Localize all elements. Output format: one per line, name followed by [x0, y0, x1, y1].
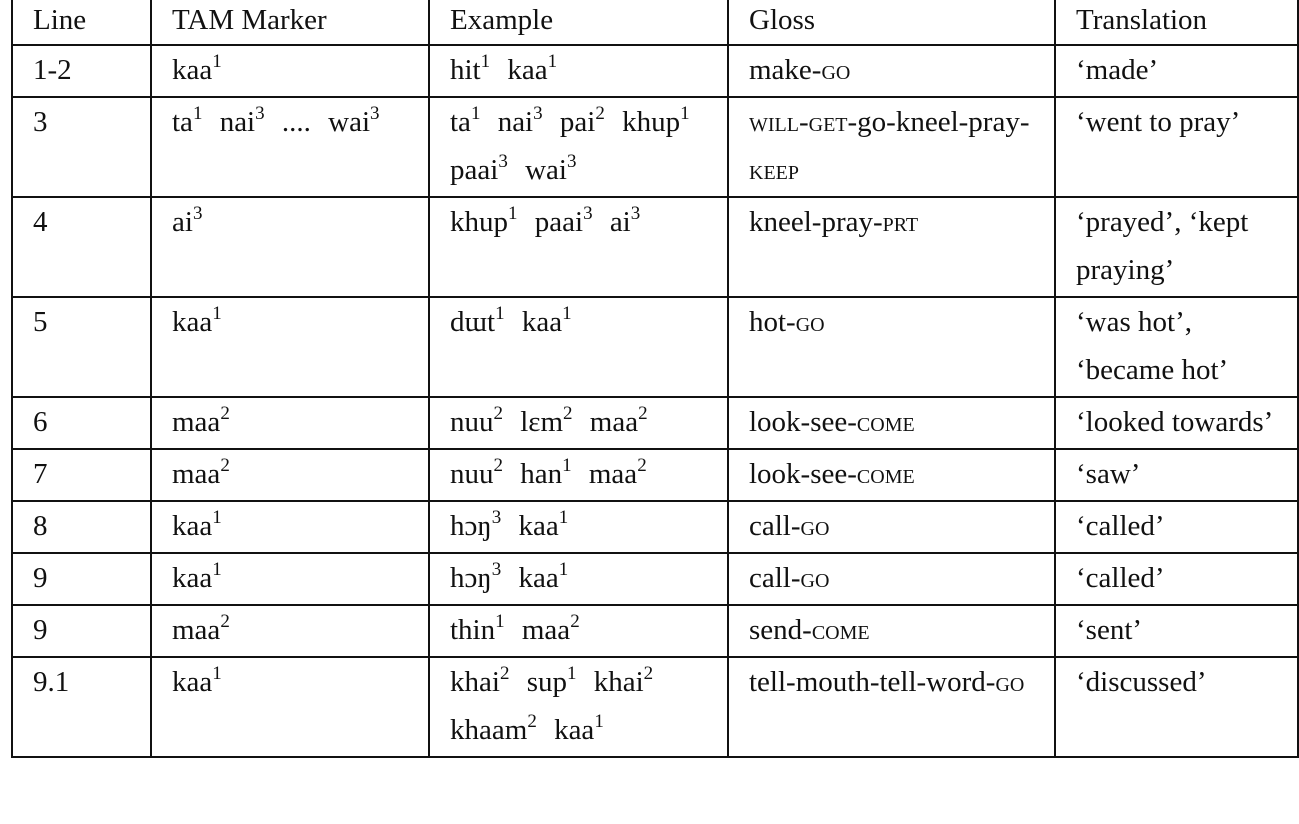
- cell-tam-marker: [151, 449, 429, 501]
- cell-example: [429, 657, 728, 757]
- syllable: kaa: [507, 54, 548, 86]
- table-row: [12, 97, 1298, 197]
- cell-tam-marker: [151, 605, 429, 657]
- syllable: nuu: [450, 458, 494, 490]
- tone-number: 2: [643, 663, 654, 684]
- tone-number: 1: [212, 663, 222, 684]
- header-translation: Translation: [1055, 0, 1298, 45]
- tone-number: 2: [493, 455, 503, 476]
- syllable: kaa: [518, 510, 559, 542]
- tone-number: 3: [255, 103, 265, 124]
- cell-tam-marker: [151, 553, 429, 605]
- header-line: Line: [12, 0, 151, 45]
- cell-gloss: [728, 97, 1055, 197]
- table-body: [12, 45, 1298, 757]
- cell-tam-marker: [151, 397, 429, 449]
- cell-tam-marker: [151, 197, 429, 297]
- gloss-category: come: [856, 458, 915, 490]
- syllable: maa: [521, 614, 571, 646]
- gloss-text: hot-: [749, 306, 796, 338]
- tone-number: 2: [220, 403, 230, 424]
- cell-example: [429, 501, 728, 553]
- cell-translation: ‘sent’: [1055, 605, 1298, 657]
- syllable: paai: [450, 154, 499, 186]
- table-row: [12, 45, 1298, 97]
- cell-tam-marker: [151, 45, 429, 97]
- tone-number: 1: [495, 303, 505, 324]
- gloss-category: keep: [749, 154, 799, 186]
- syllable: wai: [525, 154, 567, 186]
- syllable: nai: [497, 106, 534, 138]
- syllable: kaa: [172, 510, 213, 542]
- cell-line: 5: [12, 297, 151, 397]
- tone-number: 2: [220, 611, 230, 632]
- syllable: khai: [450, 666, 500, 698]
- cell-example: [429, 45, 728, 97]
- syllable: kaa: [518, 562, 559, 594]
- gloss-category: go: [995, 666, 1025, 698]
- tone-number: 1: [680, 103, 690, 124]
- syllable: thin: [450, 614, 496, 646]
- gloss-category: go: [795, 306, 825, 338]
- syllable: pai: [559, 106, 596, 138]
- cell-translation: ‘prayed’, ‘kept praying’: [1055, 197, 1298, 297]
- tone-number: 1: [547, 51, 558, 72]
- tone-number: 3: [566, 151, 577, 172]
- syllable: ta: [172, 106, 193, 138]
- header-tam-marker: TAM Marker: [151, 0, 429, 45]
- gloss-text: -go-kneel-pray-: [847, 106, 1030, 138]
- gloss-category: prt: [882, 206, 919, 238]
- gloss-category: go: [821, 54, 851, 86]
- cell-translation: ‘saw’: [1055, 449, 1298, 501]
- tone-number: 2: [563, 403, 573, 424]
- tone-number: 1: [558, 507, 569, 528]
- syllable: kaa: [521, 306, 563, 338]
- gloss-category: come: [856, 406, 915, 438]
- syllable: ai: [172, 206, 193, 238]
- cell-line: 7: [12, 449, 151, 501]
- syllable: nuu: [450, 406, 494, 438]
- gloss-category: go: [800, 510, 830, 542]
- tone-number: 3: [583, 203, 593, 224]
- cell-gloss: [728, 605, 1055, 657]
- header-gloss: Gloss: [728, 0, 1055, 45]
- syllable: khai: [593, 666, 644, 698]
- tone-number: 3: [491, 507, 502, 528]
- tone-number: 1: [480, 51, 491, 72]
- gloss-text: look-see-: [749, 406, 857, 438]
- syllable: khup: [450, 206, 508, 238]
- table-row: [12, 657, 1298, 757]
- syllable: ai: [609, 206, 631, 238]
- syllable: nai: [219, 106, 256, 138]
- cell-example: [429, 605, 728, 657]
- cell-gloss: [728, 45, 1055, 97]
- tone-number: 2: [220, 455, 230, 476]
- syllable: khup: [622, 106, 681, 138]
- table-row: [12, 605, 1298, 657]
- table-row: [12, 397, 1298, 449]
- tone-number: 1: [566, 663, 577, 684]
- cell-line: 8: [12, 501, 151, 553]
- cell-tam-marker: [151, 501, 429, 553]
- tone-number: 2: [493, 403, 503, 424]
- cell-line: 9: [12, 605, 151, 657]
- tone-number: 1: [508, 203, 518, 224]
- cell-translation: ‘called’: [1055, 501, 1298, 553]
- table-row: [12, 197, 1298, 297]
- cell-example: [429, 449, 728, 501]
- cell-gloss: [728, 297, 1055, 397]
- cell-gloss: [728, 501, 1055, 553]
- tone-number: 3: [533, 103, 543, 124]
- syllable: maa: [172, 614, 221, 646]
- tone-number: 2: [595, 103, 605, 124]
- syllable: maa: [588, 458, 638, 490]
- gloss-text: call-: [749, 510, 801, 542]
- gloss-text: send-: [749, 614, 812, 646]
- syllable: maa: [172, 458, 221, 490]
- cell-tam-marker: [151, 657, 429, 757]
- syllable: kaa: [172, 306, 213, 338]
- syllable: ta: [450, 106, 471, 138]
- cell-line: 3: [12, 97, 151, 197]
- cell-translation: ‘called’: [1055, 553, 1298, 605]
- syllable: dɯt: [450, 306, 496, 338]
- tone-number: 3: [491, 559, 502, 580]
- tone-number: 3: [498, 151, 508, 172]
- cell-gloss: [728, 197, 1055, 297]
- table-header: [12, 0, 1298, 45]
- cell-line: 6: [12, 397, 151, 449]
- tone-number: 3: [370, 103, 380, 124]
- syllable: maa: [589, 406, 639, 438]
- tone-number: 1: [495, 611, 505, 632]
- tone-number: 1: [558, 559, 569, 580]
- tone-number: 1: [212, 51, 222, 72]
- syllable: kaa: [172, 562, 213, 594]
- cell-example: [429, 397, 728, 449]
- syllable: hɔŋ: [450, 510, 492, 542]
- cell-translation: ‘discussed’: [1055, 657, 1298, 757]
- cell-example: [429, 97, 728, 197]
- table-row: [12, 297, 1298, 397]
- tone-number: 1: [562, 455, 572, 476]
- cell-example: [429, 297, 728, 397]
- syllable: sup: [526, 666, 567, 698]
- tone-number: 2: [638, 403, 648, 424]
- syllable: kaa: [554, 714, 595, 746]
- syllable: lɛm: [520, 406, 564, 438]
- cell-tam-marker: [151, 297, 429, 397]
- syllable: kaa: [172, 54, 213, 86]
- table-row: [12, 501, 1298, 553]
- tone-number: 2: [499, 663, 510, 684]
- syllable: hit: [450, 54, 481, 86]
- header-row: [12, 0, 1298, 45]
- gloss-text: call-: [749, 562, 801, 594]
- syllable: kaa: [172, 666, 213, 698]
- tone-number: 1: [212, 559, 222, 580]
- tone-number: 1: [192, 103, 203, 124]
- syllable: wai: [328, 106, 370, 138]
- cell-translation: ‘was hot’, ‘became hot’: [1055, 297, 1298, 397]
- syllable: maa: [172, 406, 221, 438]
- tam-marker-table: [11, 0, 1299, 758]
- tone-number: 1: [470, 103, 481, 124]
- tone-number: 2: [570, 611, 580, 632]
- tone-number: 3: [192, 203, 203, 224]
- gloss-text: kneel-pray-: [749, 206, 883, 238]
- cell-example: [429, 197, 728, 297]
- tone-number: 1: [562, 303, 572, 324]
- cell-line: 4: [12, 197, 151, 297]
- cell-tam-marker: [151, 97, 429, 197]
- cell-line: 9.1: [12, 657, 151, 757]
- cell-translation: ‘made’: [1055, 45, 1298, 97]
- cell-translation: ‘went to pray’: [1055, 97, 1298, 197]
- tone-number: 3: [630, 203, 641, 224]
- syllable: hɔŋ: [450, 562, 492, 594]
- tone-number: 1: [212, 507, 222, 528]
- syllable: khaam: [450, 714, 528, 746]
- cell-gloss: [728, 553, 1055, 605]
- header-example: Example: [429, 0, 728, 45]
- gloss-text: tell-mouth-tell-word-: [749, 666, 996, 698]
- syllable: ....: [281, 106, 311, 138]
- gloss-category: go: [800, 562, 830, 594]
- tone-number: 1: [594, 711, 604, 732]
- syllable: paai: [534, 206, 584, 238]
- syllable: han: [520, 458, 563, 490]
- table-row: [12, 553, 1298, 605]
- table-row: [12, 449, 1298, 501]
- gloss-category: will-get: [749, 106, 848, 138]
- cell-gloss: [728, 397, 1055, 449]
- tone-number: 2: [527, 711, 537, 732]
- gloss-category: come: [811, 614, 870, 646]
- cell-gloss: [728, 449, 1055, 501]
- cell-line: 1-2: [12, 45, 151, 97]
- tone-number: 2: [637, 455, 647, 476]
- gloss-text: look-see-: [749, 458, 857, 490]
- cell-line: 9: [12, 553, 151, 605]
- gloss-text: make-: [749, 54, 822, 86]
- tone-number: 1: [212, 303, 222, 324]
- cell-gloss: [728, 657, 1055, 757]
- cell-translation: ‘looked towards’: [1055, 397, 1298, 449]
- cell-example: [429, 553, 728, 605]
